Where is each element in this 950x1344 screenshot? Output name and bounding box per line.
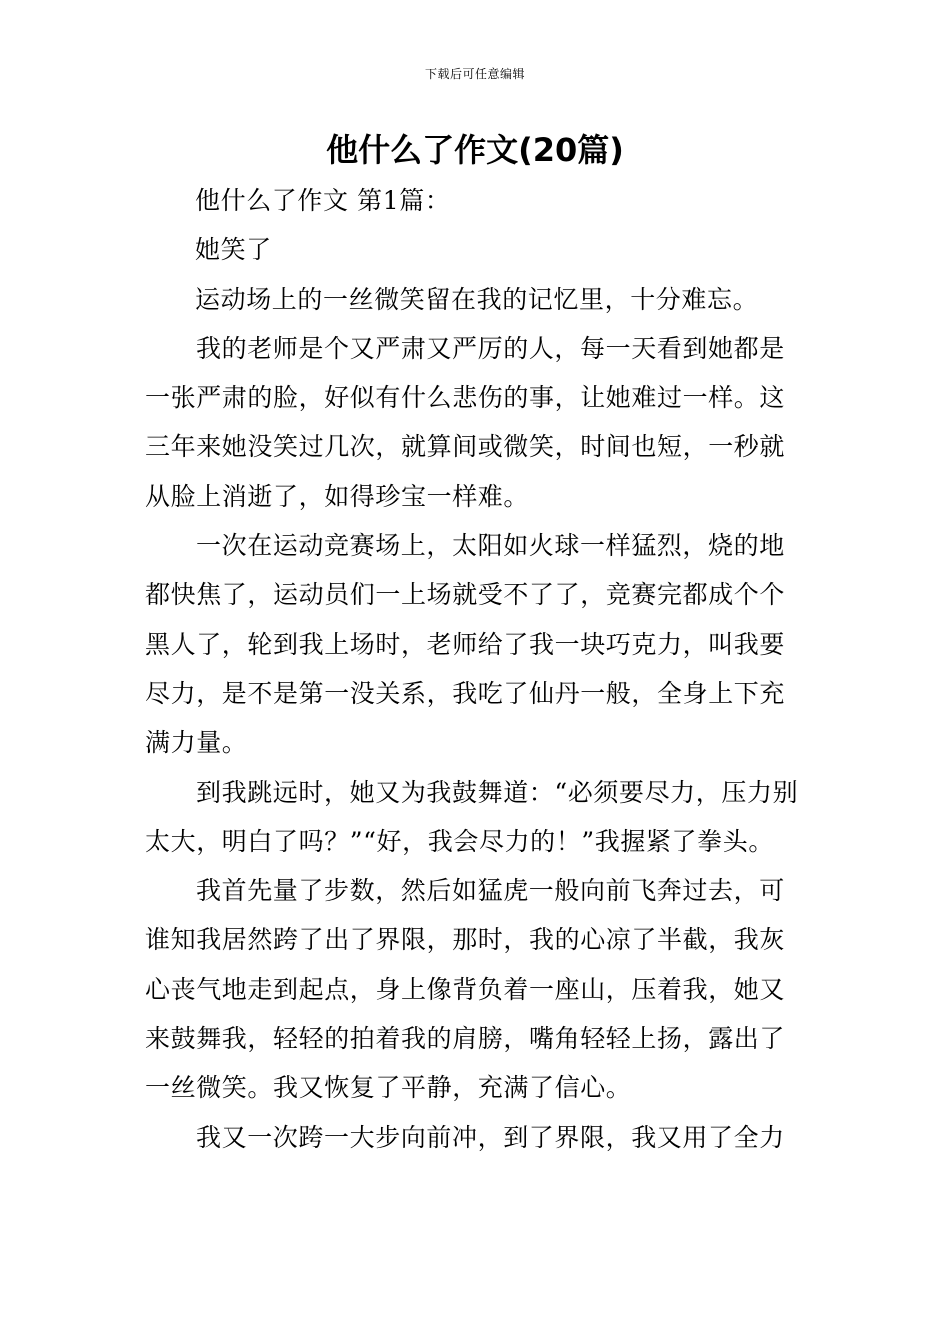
- paragraph: 一次在运动竞赛场上，太阳如火球一样猛烈，烧的地都快焦了，运动员们一上场就受不了了，竞赛完都成个个黑人了，轮到我上场时，老师给了我一块巧克力，叫我要尽力，是不是第一没关系，我吃了仙丹一般，全身上下充满力量。: [145, 531, 786, 758]
- document-body: [145, 176, 807, 1162]
- section-heading: 他什么了作文 第1篇：: [195, 186, 451, 215]
- document-title: 他什么了作文(20篇): [326, 131, 624, 169]
- paragraph: 我又一次跨一大步向前冲，到了界限，我又用了全力: [196, 1122, 785, 1152]
- header-note: 下载后可任意编辑: [424, 67, 525, 81]
- paragraph: 运动场上的一丝微笑留在我的记忆里，十分难忘。: [195, 284, 759, 314]
- paragraph: 到我跳远时，她又为我鼓舞道：“必须要尽力，压力别太大，明白了吗？”“好，我会尽力的！”我握紧了拳头。: [145, 777, 799, 856]
- paragraph: 我首先量了步数，然后如猛虎一般向前飞奔过去，可谁知我居然跨了出了界限，那时，我的心凉了半截，我灰心丧气地走到起点，身上像背负着一座山，压着我，她又来鼓舞我，轻轻的拍着我的肩膀，嘴角轻轻上扬，露出了一丝微笑。我又恢复了平静，充满了信心。: [145, 876, 786, 1103]
- essay-subtitle: 她笑了: [195, 235, 272, 265]
- paragraph: 我的老师是个又严肃又严厉的人，每一天看到她都是一张严肃的脸，好似有什么悲伤的事，让她难过一样。这三年来她没笑过几次，就算间或微笑，时间也短，一秒就从脸上消逝了，如得珍宝一样难。: [145, 333, 786, 511]
